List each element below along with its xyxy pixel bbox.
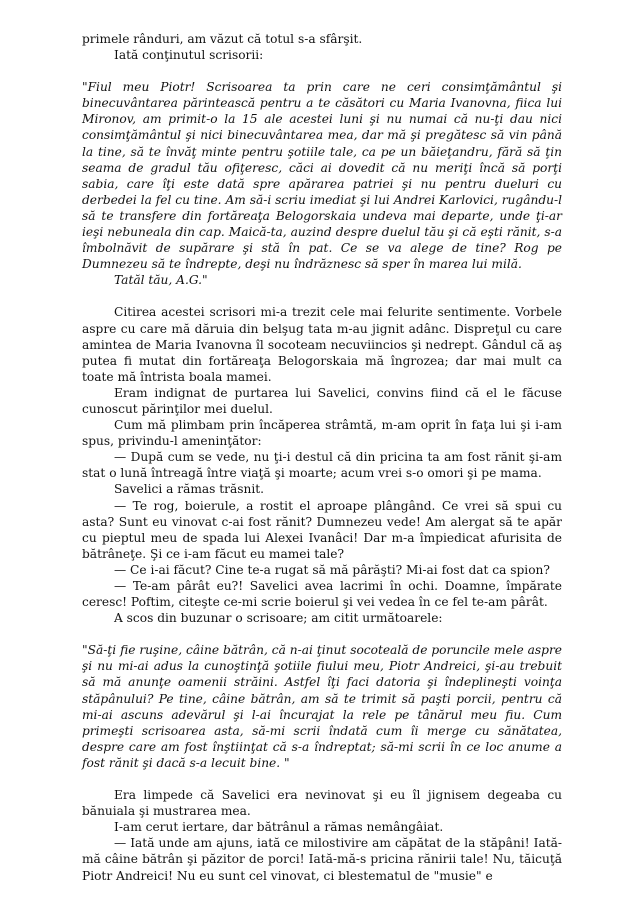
paragraph: — Iată unde am ajuns, iată ce milostivire am căpătat de la stăpâni! Iată-mă câine bătrân şi păzitor de porci! Iată-mă-s pricina rănirii tale! Nu, tăicuţă Piotr Andreici! Nu eu sunt cel vinovat, ci blestematul de "musie" e bbox=[82, 836, 562, 883]
paragraph: — Te rog, boierule, a rostit el aproape plângând. Ce vrei să spui cu asta? Sunt eu vinovat c-ai fost rănit? Dumnezeu vede! Am alergat să te apăr cu pieptul meu de spada lui Alexei Ivanâci! Dar m-a împiedicat afurisita de bătrâneţe. Şi ce i-am făcut eu mamei tale? bbox=[82, 498, 562, 561]
spacer bbox=[82, 771, 562, 787]
letter-quote: "Să-ţi fie ruşine, câine bătrân, că n-ai ţinut socoteală de poruncile mele aspre şi nu mi-ai adus la cunoştinţă şotiile fiului meu, Piotr Andreici, şi-au trebuit să mă anunţe oamenii străini. Astfel îţi faci datoria şi îndeplineşti voinţa stăpânului? Pe tine, câine bătrân, am să te trimit să paşti porcii, pentru că mi-ai ascuns adevărul şi l-ai încurajat la rele pe tânărul meu fiu. Cum primeşti scrisoarea asta, să-mi scrii îndată cum îi merge cu sănătatea, despre care am fost înştiinţat că s-a îndreptat; să-mi scrii în ce loc anume a fost rănit şi dacă s-a lecuit bine. " bbox=[82, 643, 562, 770]
paragraph: primele rânduri, am văzut că totul s-a sfârşit. bbox=[82, 32, 363, 46]
letter-signature: Tatăl tău, A.G." bbox=[114, 273, 208, 288]
paragraph: — Ce i-ai făcut? Cine te-a rugat să mă pârăşti? Mi-ai fost dat ca spion? bbox=[114, 562, 550, 577]
letter-quote: "Fiul meu Piotr! Scrisoarea ta prin care ne ceri consimţământul şi binecuvântarea părintească pentru a te căsători cu Maria Ivanovna, fiica lui Mironov, am primit-o la 15 ale acestei luni şi nu numai că nu-ţi dau nici consimţământul şi nici binecuvântarea mea, dar mă şi pregătesc să vin până la tine, să te învăţ minte pentru şotiile tale, ca pe un băieţandru, fără să ţin seama de gradul tău ofiţeresc, căci ai dovedit că nu meriţi încă să porţi sabia, care îţi este dată spre apărarea patriei şi nu pentru dueluri cu derbedei la fel cu tine. Am să-i scriu imediat şi lui Andrei Karlovici, rugându-l să te transfere din fortăreaţa Belogorskaia undeva mai departe, unde ţi-ar ieşi nebuneala din cap. Maică-ta, auzind despre duelul tău şi că eşti rănit, s-a îmbolnăvit de supărare şi stă în pat. Ce se va alege de tine? Rog pe Dumnezeu să te îndrepte, deşi nu îndrăznesc să sper în marea lui milă. bbox=[82, 80, 562, 272]
paragraph: Savelici a rămas trăsnit. bbox=[114, 482, 265, 497]
paragraph: Citirea acestei scrisori mi-a trezit cele mai felurite sentimente. Vorbele aspre cu care mă dăruia din belşug tata m-au jignit adânc. Dispreţul cu care amintea de Maria Ivanovna îl socoteam necuviincios şi nedrept. Gândul că aş putea fi mutat din fortăreaţa Belogorskaia mă îngrozea; dar mai mult ca toate mă întrista boala mamei. bbox=[82, 305, 562, 384]
paragraph: — Te-am pârât eu?! Savelici avea lacrimi în ochi. Doamne, împărate ceresc! Poftim, citeşte ce-mi scrie boierul şi vei vedea în ce fel te-am pârât. bbox=[82, 579, 562, 610]
paragraph: Eram indignat de purtarea lui Savelici, convins fiind că el le făcuse cunoscut părinţilor mei duelul. bbox=[82, 385, 562, 416]
paragraph: I-am cerut iertare, dar bătrânul a rămas nemângâiat. bbox=[114, 820, 444, 835]
paragraph: Iată conţinutul scrisorii: bbox=[114, 48, 264, 63]
document-page bbox=[82, 31, 562, 884]
paragraph: Era limpede că Savelici era nevinovat şi eu îl jignisem degeaba cu bănuiala şi mustrarea mea. bbox=[82, 788, 562, 819]
paragraph: Cum mă plimbam prin încăperea strâmtă, m-am oprit în faţa lui şi i-am spus, privindu-l ameninţător: bbox=[82, 418, 562, 449]
spacer bbox=[82, 63, 562, 79]
paragraph: — După cum se vede, nu ţi-i destul că din pricina ta am fost rănit şi-am stat o lună întreagă între viaţă şi moarte; acum vrei s-o omori şi pe mama. bbox=[82, 450, 562, 481]
spacer bbox=[82, 626, 562, 642]
paragraph: A scos din buzunar o scrisoare; am citit următoarele: bbox=[114, 611, 443, 626]
spacer bbox=[82, 288, 562, 304]
